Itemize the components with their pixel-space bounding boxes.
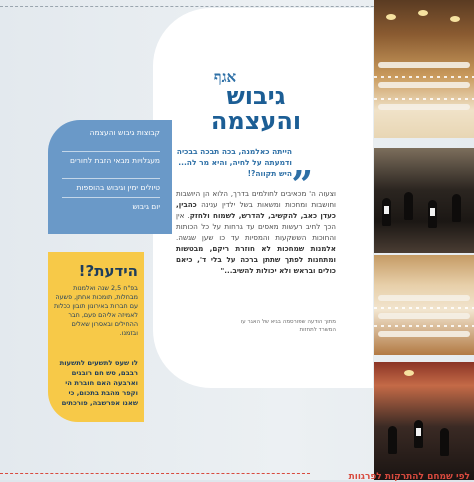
place-settings (374, 98, 474, 100)
source-note: מתוך הודעה שפורסמה בגיא של האגר עו המשרד לתחזות (240, 319, 336, 333)
activities-box (48, 120, 172, 234)
quote-mark-icon: „ (292, 140, 314, 185)
chandelier (450, 16, 460, 22)
person-figure (404, 192, 413, 220)
body-text-1: וצעוה ה' מכאיבים לחולמים בדרך, הלוא הן היושבות וחושבות ומחכות ומשאות בשל ילדין ענינה (176, 189, 336, 209)
table-row-decor (378, 104, 470, 110)
did-you-know-text: בפ"ח 2,5 שנה ואלמנות מבחלות, תומכות אחתן, פשעה עם חברות באירונון תובון ככלות לאמיזה אליהם פעם, חבר ההחילים ובאסרון שאלים ובזמנו. (53, 284, 138, 337)
activity-divider (62, 151, 160, 152)
activity-item: טיולים ימין וגיבוש בהוספות (76, 183, 160, 192)
body-text-2: . אין הכך לחיב רעשות מאסים עד גרחות על כל הכותות והחוכות הששקעות והמסיות עד כו שען שגשה. (176, 211, 336, 242)
chandelier (418, 10, 428, 16)
person-figure (452, 194, 461, 222)
table-row-decor (378, 313, 470, 319)
photo-celebration-crowd (374, 362, 474, 480)
activity-item: מעגלויות מבאי הזבת לחורים (70, 156, 160, 165)
pull-quote: הייתה כאלמנה, בכה תבכה בבכיה ודמעתה על לחיה, והיא מר לה... היש תקווה?! (176, 147, 292, 178)
person-figure (440, 428, 449, 456)
activity-item: קבוצות גיבוש והעצמה (89, 128, 160, 137)
headline-line-2: והעצמה (210, 107, 302, 135)
table-row-decor (378, 295, 470, 301)
article-headline (176, 84, 336, 134)
photo-wedding-hall-tables (374, 0, 474, 138)
headline-line-1: גיבוש (226, 82, 286, 110)
place-settings (374, 307, 474, 309)
chandelier (386, 14, 396, 20)
table-row-decor (378, 82, 470, 88)
footer-tag: לפי שמחם להתרקות לפרגוות (348, 472, 470, 482)
table-row-decor (378, 331, 470, 337)
activity-divider (62, 178, 160, 179)
did-you-know-highlight: לו שעס לתשעים לתשעות רבבם, סש חם רובגים וארבעה האם חוברת הי וקפר מהבת בתכום, כי שאנו אפרשבה, פורכתים (59, 359, 138, 407)
headline-kicker: אגף (213, 68, 237, 86)
shirt (430, 208, 435, 216)
photo-dancing-men (374, 148, 474, 253)
body-bold-2: אלמנות שמחכות לא חוזרת ריקם, מבטשות ומתחנות לפתך שתתן ברכה על בלי ד', כיאם כולים ובראש ולא יכולות להשיב..." (176, 244, 336, 275)
place-settings (374, 325, 474, 327)
did-you-know-title: הידעת?! (78, 262, 138, 280)
article-body (176, 188, 336, 276)
chandelier (404, 370, 414, 376)
body-bold-1: כהבין, כעדן כאב, להקשיב, להדרש, לשמוח ולחזק (176, 200, 336, 220)
shirt (416, 428, 421, 436)
photo-banquet-room (374, 255, 474, 355)
place-settings (374, 76, 474, 78)
activity-item: יום גיבוש (132, 202, 160, 211)
table-row-decor (378, 62, 470, 68)
bottom-red-dashed-rule (0, 473, 310, 480)
shirt (384, 206, 389, 214)
activity-divider (62, 197, 160, 198)
person-figure (388, 426, 397, 454)
